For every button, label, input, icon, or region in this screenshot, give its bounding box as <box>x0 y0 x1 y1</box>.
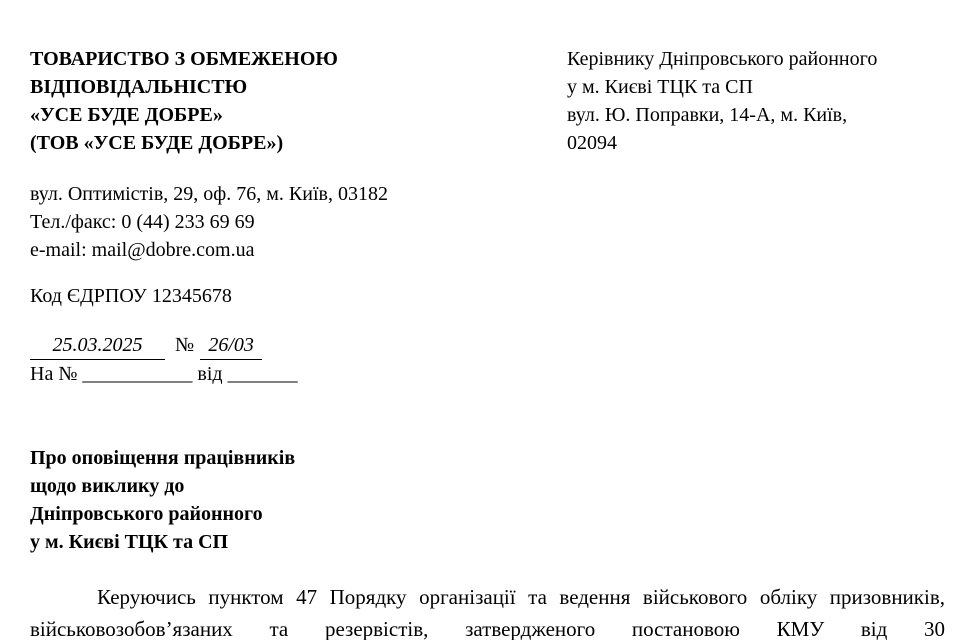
sender-email: e-mail: mail@dobre.com.ua <box>30 239 255 261</box>
subject-line-2: щодо виклику до <box>30 475 185 497</box>
subject-line-3: Дніпровського районного <box>30 503 263 525</box>
body-paragraph: Керуючись пунктом 47 Порядку організації та ведення військового обліку призовників, військовозобов’язаних та резервістів, затвердженого постановою КМУ від 30 <box>30 585 945 640</box>
subject-line-1: Про оповіщення працівників <box>30 447 296 469</box>
sender-name-line-2: ВІДПОВІДАЛЬНІСТЮ <box>30 76 248 98</box>
reply-reference-line: На № ___________ від _______ <box>30 363 298 385</box>
subject-block <box>30 444 500 556</box>
recipient-line-1: Керівнику Дніпровського районного <box>567 48 878 70</box>
number-sign: № <box>175 334 195 356</box>
recipient-line-2: у м. Києві ТЦК та СП <box>567 76 753 98</box>
sender-name-line-4: (ТОВ «УСЕ БУДЕ ДОБРЕ») <box>30 132 284 154</box>
letter-number-field: 26/03 <box>200 331 262 360</box>
sender-address: вул. Оптимістів, 29, оф. 76, м. Київ, 03182 <box>30 183 388 205</box>
sender-phone: Тел./факс: 0 (44) 233 69 69 <box>30 211 255 233</box>
sender-name-block <box>30 45 338 157</box>
reference-line <box>30 331 945 360</box>
sender-name-line-3: «УСЕ БУДЕ ДОБРЕ» <box>30 104 223 126</box>
letter-date-field: 25.03.2025 <box>30 331 165 360</box>
recipient-line-4: 02094 <box>567 132 617 154</box>
sender-name-line-1: ТОВАРИСТВО З ОБМЕЖЕНОЮ <box>30 48 338 70</box>
recipient-block <box>567 45 945 157</box>
recipient-line-3: вул. Ю. Поправки, 14-А, м. Київ, <box>567 104 848 126</box>
sender-contact-block <box>30 180 945 264</box>
sender-edrpou-code: Код ЄДРПОУ 12345678 <box>30 285 232 307</box>
letterhead <box>30 45 945 157</box>
subject-line-4: у м. Києві ТЦК та СП <box>30 531 229 553</box>
